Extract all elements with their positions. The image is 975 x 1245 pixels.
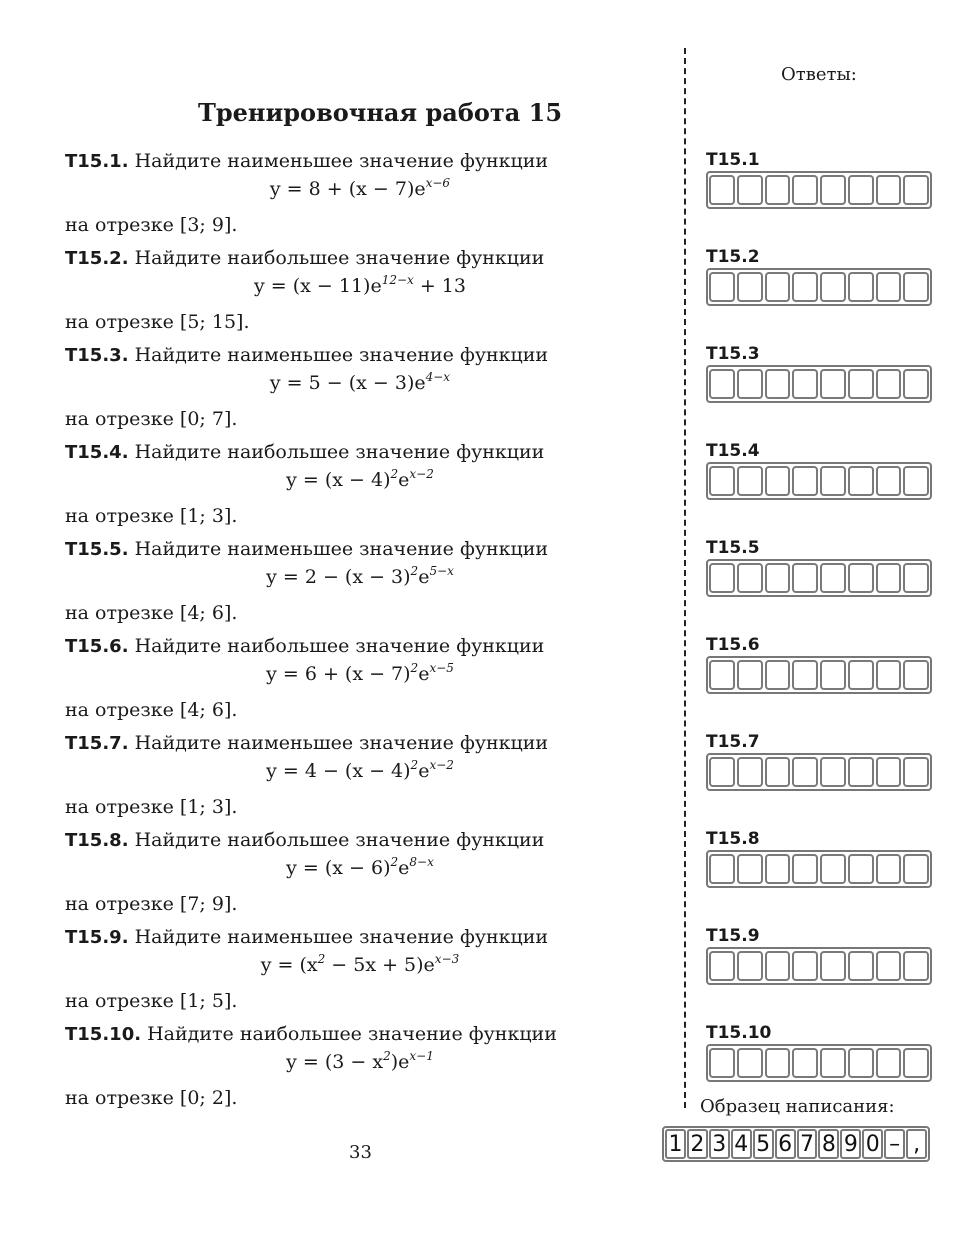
page-number: 33 bbox=[349, 1142, 372, 1163]
answer-label: Т15.7 bbox=[706, 732, 760, 752]
sample-char: 1 bbox=[665, 1129, 686, 1159]
problem-task: Найдите наименьшее значение функции bbox=[134, 344, 549, 366]
problem-interval: на отрезке [4; 6]. bbox=[65, 699, 238, 721]
problem-number: Т15.9. bbox=[65, 927, 129, 948]
problem-interval: на отрезке [1; 3]. bbox=[65, 505, 238, 527]
problem-task: Найдите наименьшее значение функции bbox=[134, 150, 549, 172]
problem-formula: $y = 6 + (x - 7)^2e^{x-5}$ bbox=[266, 661, 454, 685]
problem-interval: на отрезке [5; 15]. bbox=[65, 311, 250, 333]
answer-block-2 bbox=[706, 246, 932, 306]
answer-input[interactable] bbox=[706, 947, 932, 985]
answer-block-8 bbox=[706, 828, 932, 888]
problem-5 bbox=[65, 534, 665, 624]
problem-9 bbox=[65, 922, 665, 1012]
answer-input[interactable] bbox=[706, 753, 932, 791]
problem-interval: на отрезке [7; 9]. bbox=[65, 893, 238, 915]
answer-input[interactable] bbox=[706, 171, 932, 209]
sample-char: 6 bbox=[775, 1129, 796, 1159]
problem-number: Т15.4. bbox=[65, 442, 129, 463]
sample-char: 9 bbox=[840, 1129, 861, 1159]
problem-2 bbox=[65, 243, 665, 333]
sample-char: – bbox=[884, 1129, 905, 1159]
problem-task: Найдите наибольшее значение функции bbox=[134, 247, 545, 269]
problem-task: Найдите наибольшее значение функции bbox=[134, 635, 545, 657]
answer-label: Т15.5 bbox=[706, 538, 760, 558]
problem-formula: $y = (x - 11)e^{12-x} + 13$ bbox=[254, 273, 466, 297]
problem-interval: на отрезке [4; 6]. bbox=[65, 602, 238, 624]
answers-heading: Ответы: bbox=[781, 64, 857, 85]
answer-label: Т15.4 bbox=[706, 441, 760, 461]
answer-label: Т15.9 bbox=[706, 926, 760, 946]
answer-block-10 bbox=[706, 1022, 932, 1082]
answer-input[interactable] bbox=[706, 559, 932, 597]
problem-formula: $y = 5 - (x - 3)e^{4-x}$ bbox=[269, 370, 451, 394]
answer-input[interactable] bbox=[706, 1044, 932, 1082]
problem-interval: на отрезке [3; 9]. bbox=[65, 214, 238, 236]
answer-label: Т15.3 bbox=[706, 344, 760, 364]
sample-char: 5 bbox=[753, 1129, 774, 1159]
problem-7 bbox=[65, 728, 665, 818]
answer-input[interactable] bbox=[706, 365, 932, 403]
problem-10 bbox=[65, 1019, 665, 1109]
sample-heading: Образец написания: bbox=[700, 1096, 895, 1117]
problem-task: Найдите наименьшее значение функции bbox=[134, 538, 549, 560]
problem-task: Найдите наибольшее значение функции bbox=[147, 1023, 557, 1045]
sample-char: 2 bbox=[687, 1129, 708, 1159]
problem-interval: на отрезке [1; 3]. bbox=[65, 796, 238, 818]
answer-label: Т15.8 bbox=[706, 829, 760, 849]
answer-label: Т15.1 bbox=[706, 150, 760, 170]
problem-task: Найдите наибольшее значение функции bbox=[134, 441, 545, 463]
sample-char: 7 bbox=[797, 1129, 818, 1159]
answer-label: Т15.6 bbox=[706, 635, 760, 655]
answer-input[interactable] bbox=[706, 268, 932, 306]
sample-char: , bbox=[906, 1129, 927, 1159]
problem-formula: $y = 8 + (x - 7)e^{x-6}$ bbox=[269, 176, 451, 200]
answer-block-6 bbox=[706, 634, 932, 694]
problem-formula: $y = (x^2 - 5x + 5)e^{x-3}$ bbox=[260, 952, 460, 976]
sample-char: 0 bbox=[862, 1129, 883, 1159]
answer-block-4 bbox=[706, 440, 932, 500]
problem-number: Т15.2. bbox=[65, 248, 129, 269]
problem-number: Т15.10. bbox=[65, 1024, 142, 1045]
answer-block-7 bbox=[706, 731, 932, 791]
problem-number: Т15.1. bbox=[65, 151, 129, 172]
problem-interval: на отрезке [0; 7]. bbox=[65, 408, 238, 430]
answer-block-5 bbox=[706, 537, 932, 597]
problem-interval: на отрезке [1; 5]. bbox=[65, 990, 238, 1012]
problem-number: Т15.3. bbox=[65, 345, 129, 366]
problem-number: Т15.7. bbox=[65, 733, 129, 754]
problem-formula: $y = (x - 4)^2e^{x-2}$ bbox=[286, 467, 434, 491]
problem-3 bbox=[65, 340, 665, 430]
problem-formula: $y = (3 - x^2)e^{x-1}$ bbox=[286, 1049, 434, 1073]
problem-task: Найдите наименьшее значение функции bbox=[134, 926, 549, 948]
answer-block-3 bbox=[706, 343, 932, 403]
problem-interval: на отрезке [0; 2]. bbox=[65, 1087, 238, 1109]
problem-task: Найдите наибольшее значение функции bbox=[134, 829, 545, 851]
sample-char: 4 bbox=[731, 1129, 752, 1159]
problem-6 bbox=[65, 631, 665, 721]
problem-number: Т15.8. bbox=[65, 830, 129, 851]
answer-label: Т15.10 bbox=[706, 1023, 772, 1043]
page-title: Тренировочная работа 15 bbox=[198, 98, 563, 127]
problem-formula: $y = 4 - (x - 4)^2e^{x-2}$ bbox=[266, 758, 454, 782]
answer-input[interactable] bbox=[706, 462, 932, 500]
problem-formula: $y = 2 - (x - 3)^2e^{5-x}$ bbox=[266, 564, 454, 588]
answer-label: Т15.2 bbox=[706, 247, 760, 267]
problem-4 bbox=[65, 437, 665, 527]
problem-task: Найдите наименьшее значение функции bbox=[134, 732, 549, 754]
problem-8 bbox=[65, 825, 665, 915]
dashed-divider bbox=[684, 48, 686, 1108]
problem-formula: $y = (x - 6)^2e^{8-x}$ bbox=[286, 855, 434, 879]
sample-char: 8 bbox=[818, 1129, 839, 1159]
answer-input[interactable] bbox=[706, 850, 932, 888]
problem-number: Т15.6. bbox=[65, 636, 129, 657]
answer-input[interactable] bbox=[706, 656, 932, 694]
answer-block-1 bbox=[706, 149, 932, 209]
problem-1 bbox=[65, 146, 665, 236]
sample-digits bbox=[662, 1126, 930, 1162]
answer-block-9 bbox=[706, 925, 932, 985]
problem-number: Т15.5. bbox=[65, 539, 129, 560]
sample-char: 3 bbox=[709, 1129, 730, 1159]
